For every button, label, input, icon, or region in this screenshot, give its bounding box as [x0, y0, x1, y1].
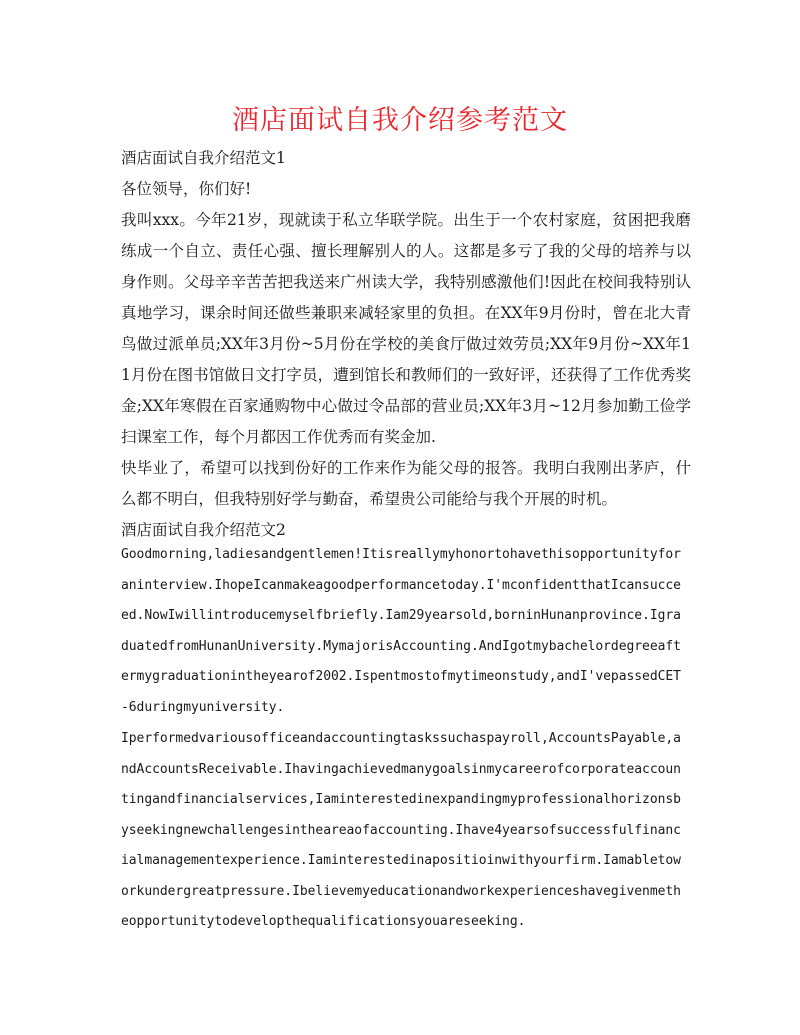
closing-paragraph: 快毕业了，希望可以找到份好的工作来作为能父母的报答。我明白我刚出茅庐，什么都不明白，但我特别好学与勤奋，希望贵公司能给与我个开展的时机。: [121, 459, 691, 508]
english-experience-paragraph: Iperformedvariousofficeandaccountingtaskssuchaspayroll,AccountsPayable,andAccountsReceivable.Ihavingachievedmanygoalsinmycareerofcorporateaccountingandfinancialservices,Iaminterestedinexpandingmyprofessionalhorizonsbyseekingnewchallengesintheareaofaccounting.Ihave4yearsofsuccessfulfinancialmanagementexperience.Iaminterestedinapositioinwithyourfirm.Iamabletoworkundergreatpressure.Ibelievemyeducationandworkexperienceshavegivenmetheopportunitytodevelopthequalificationsyouareseeking.: [121, 731, 681, 929]
section2-heading: 酒店面试自我介绍范文2: [121, 521, 286, 539]
section1-heading: 酒店面试自我介绍范文1: [121, 149, 286, 167]
self-intro-paragraph: 我叫xxx。今年21岁，现就读于私立华联学院。出生于一个农村家庭，贫困把我磨练成一个自立、责任心强、擅长理解别人的人。这都是多亏了我的父母的培养与以身作则。父母辛辛苦苦把我送来广州读大学，我特别感激他们!因此在校间我特别认真地学习，课余时间还做些兼职来减轻家里的负担。在XX年9月份时，曾在北大青鸟做过派单员;XX年3月份~5月份在学校的美食厅做过效劳员;XX年9月份~XX年11月份在图书馆做日文打字员，遭到馆长和教师们的一致好评，还获得了工作优秀奖金;XX年寒假在百家通购物中心做过令品部的营业员;XX年3月~12月参加勤工俭学扫课室工作，每个月都因工作优秀而有奖金加.: [121, 211, 691, 446]
document-title: 酒店面试自我介绍参考范文: [232, 105, 568, 136]
greeting-paragraph: 各位领导，你们好!: [121, 180, 252, 198]
english-intro-paragraph: Goodmorning,ladiesandgentlemen!Itisreallymyhonortohavethisopportunityforaninterview.IhopeIcanmakeagoodperformancetoday.I'mconfidentthatIcansucceed.NowIwillintroducemyselfbriefly.Iam29yearsold,borninHunanprovince.IgraduatedfromHunanUniversity.MymajorisAccounting.AndIgotmybachelordegreeaftermygraduationintheyearof2002.Ispentmostofmytimeonstudy,andI'vepassedCET-6duringmyuniversity.: [121, 547, 681, 715]
